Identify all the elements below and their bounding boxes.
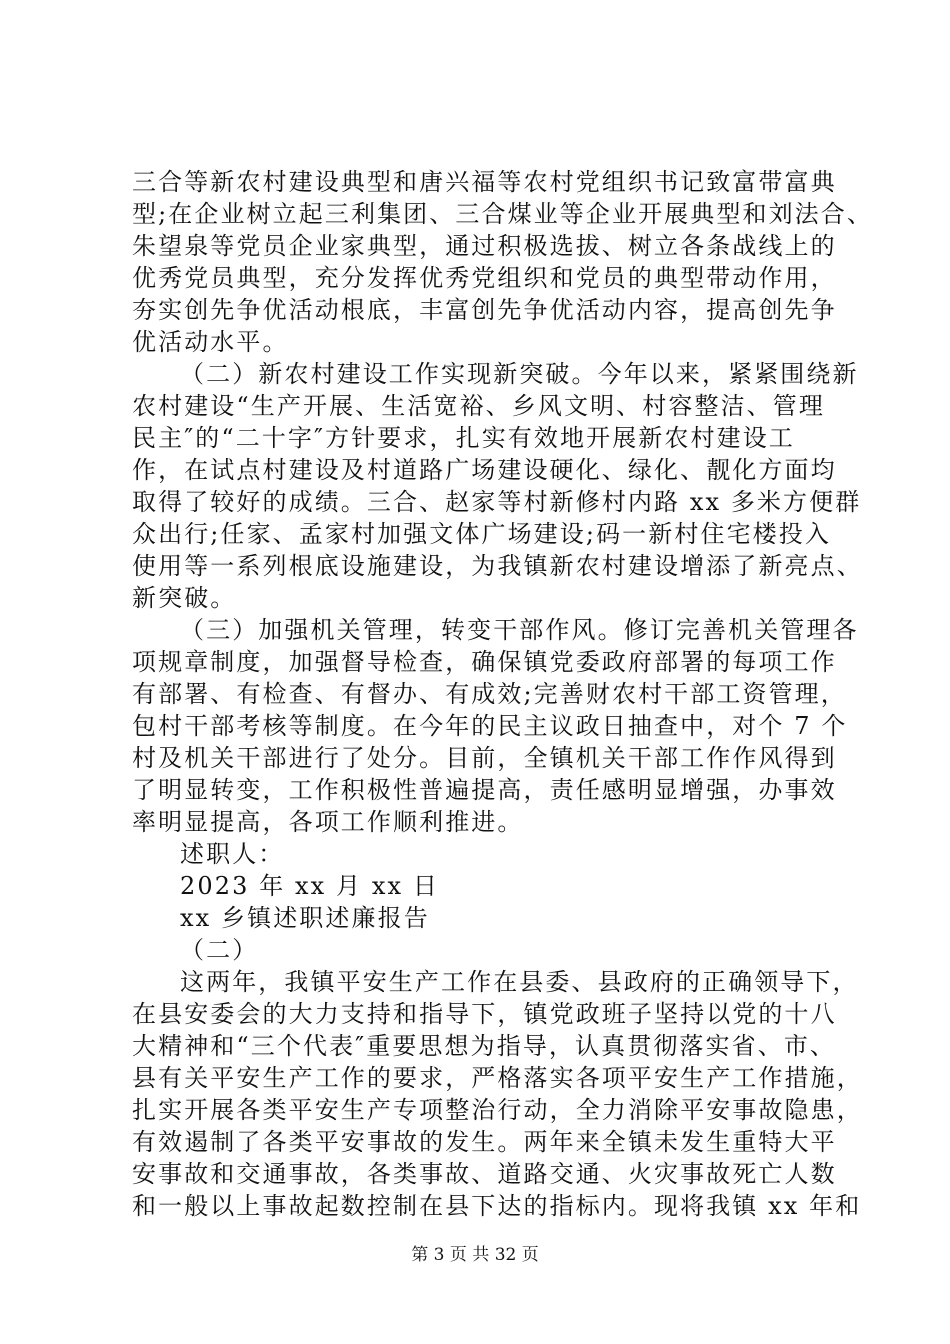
text-line: 有效遏制了各类平安事故的发生。两年来全镇未发生重特大平 xyxy=(132,1128,837,1156)
text-line: 包村干部考核等制度。在今年的民主议政日抽查中，对个 7 个 xyxy=(132,712,848,740)
text-line: 众出行;任家、孟家村加强文体广场建设;码一新村住宅楼投入 xyxy=(132,520,831,548)
text-line: 这两年，我镇平安生产工作在县委、县政府的正确领导下， xyxy=(180,968,859,996)
text-line: 优秀党员典型，充分发挥优秀党组织和党员的典型带动作用， xyxy=(132,264,837,292)
text-line: 有部署、有检查、有督办、有成效;完善财农村干部工资管理， xyxy=(132,680,847,708)
report-title: xx 乡镇述职述廉报告 xyxy=(180,904,430,932)
signature-label: 述职人： xyxy=(180,840,285,868)
text-line: 率明显提高，各项工作顺利推进。 xyxy=(132,808,524,836)
report-date: 2023 年 xx 月 xx 日 xyxy=(180,872,439,900)
page-footer xyxy=(0,1244,950,1266)
text-line: 项规章制度，加强督导检查，确保镇党委政府部署的每项工作 xyxy=(132,648,837,676)
text-line: 大精神和“三个代表″重要思想为指导，认真贯彻落实省、市、 xyxy=(132,1032,837,1060)
text-line: 在县安委会的大力支持和指导下，镇党政班子坚持以党的十八 xyxy=(132,1000,837,1028)
text-line: 扎实开展各类平安生产专项整治行动，全力消除平安事故隐患， xyxy=(132,1096,863,1124)
text-line: 民主″的“二十字″方针要求，扎实有效地开展新农村建设工 xyxy=(132,424,795,452)
text-line: 三合等新农村建设典型和唐兴福等农村党组织书记致富带富典 xyxy=(132,168,837,196)
body-text xyxy=(132,166,873,1222)
text-line: 优活动水平。 xyxy=(132,328,289,356)
text-line: 夯实创先争优活动根底，丰富创先争优活动内容，提高创先争 xyxy=(132,296,837,324)
text-line: 农村建设“生产开展、生活宽裕、乡风文明、村容整洁、管理 xyxy=(132,392,825,420)
text-line: （二）新农村建设工作实现新突破。今年以来，紧紧围绕新 xyxy=(180,360,859,388)
text-line: 作，在试点村建设及村道路广场建设硬化、绿化、靓化方面均 xyxy=(132,456,837,484)
text-line: 村及机关干部进行了处分。目前，全镇机关干部工作作风得到 xyxy=(132,744,837,772)
text-line: 和一般以上事故起数控制在县下达的指标内。现将我镇 xx 年和 xyxy=(132,1192,862,1220)
text-line: 型;在企业树立起三利集团、三合煤业等企业开展典型和刘法合、 xyxy=(132,200,873,228)
text-line: （三）加强机关管理，转变干部作风。修订完善机关管理各 xyxy=(180,616,859,644)
page-number: 第 3 页 共 32 页 xyxy=(411,1245,539,1265)
text-line: 使用等一系列根底设施建设，为我镇新农村建设增添了新亮点、 xyxy=(132,552,863,580)
text-line: 安事故和交通事故，各类事故、道路交通、火灾事故死亡人数 xyxy=(132,1160,837,1188)
text-line: 朱望泉等党员企业家典型，通过积极选拔、树立各条战线上的 xyxy=(132,232,837,260)
text-line: 县有关平安生产工作的要求，严格落实各项平安生产工作措施， xyxy=(132,1064,863,1092)
text-line: 新突破。 xyxy=(132,584,237,612)
text-line: 取得了较好的成绩。三合、赵家等村新修村内路 xx 多米方便群 xyxy=(132,488,862,516)
section-number: （二） xyxy=(180,936,259,964)
text-line: 了明显转变，工作积极性普遍提高，责任感明显增强，办事效 xyxy=(132,776,837,804)
